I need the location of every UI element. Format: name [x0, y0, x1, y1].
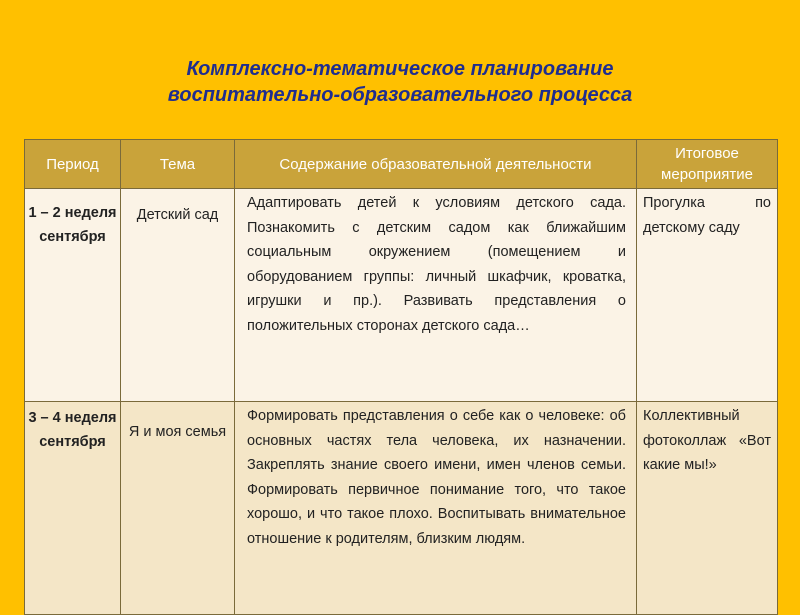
header-event: Итоговое мероприятие [637, 140, 778, 189]
title-line-1: Комплексно-тематическое планирование [186, 58, 614, 80]
page-title [0, 56, 800, 108]
cell-theme: Я и моя семья [121, 402, 235, 615]
table-row [25, 402, 778, 615]
cell-theme: Детский сад [121, 189, 235, 402]
cell-period: 1 – 2 неделя сентября [25, 189, 121, 402]
cell-event: Коллективный фотоколлаж «Вот какие мы!» [637, 402, 778, 615]
cell-content: Адаптировать детей к условиям детского сада. Познакомить с детским садом как ближайшим социальным окружением (помещением и оборудованием группы: личный шкафчик, кроватка, игрушки и пр.). Развивать представления о положительных сторонах детского сада… [235, 189, 637, 402]
table-header-row [25, 140, 778, 189]
header-theme: Тема [121, 140, 235, 189]
title-line-2: воспитательно-образовательного процесса [167, 84, 633, 106]
cell-content: Формировать представления о себе как о человеке: об основных частях тела человека, их назначении. Закреплять знание своего имени, имен членов семьи. Формировать первичное понимание того, что такое хорошо, и что такое плохо. Воспитывать внимательное отношение к родителям, близким людям. [235, 402, 637, 615]
header-period: Период [25, 140, 121, 189]
table-row [25, 189, 778, 402]
header-content: Содержание образовательной деятельности [235, 140, 637, 189]
planning-table [24, 139, 778, 615]
cell-period: 3 – 4 неделя сентября [25, 402, 121, 615]
cell-event: Прогулка по детскому саду [637, 189, 778, 402]
